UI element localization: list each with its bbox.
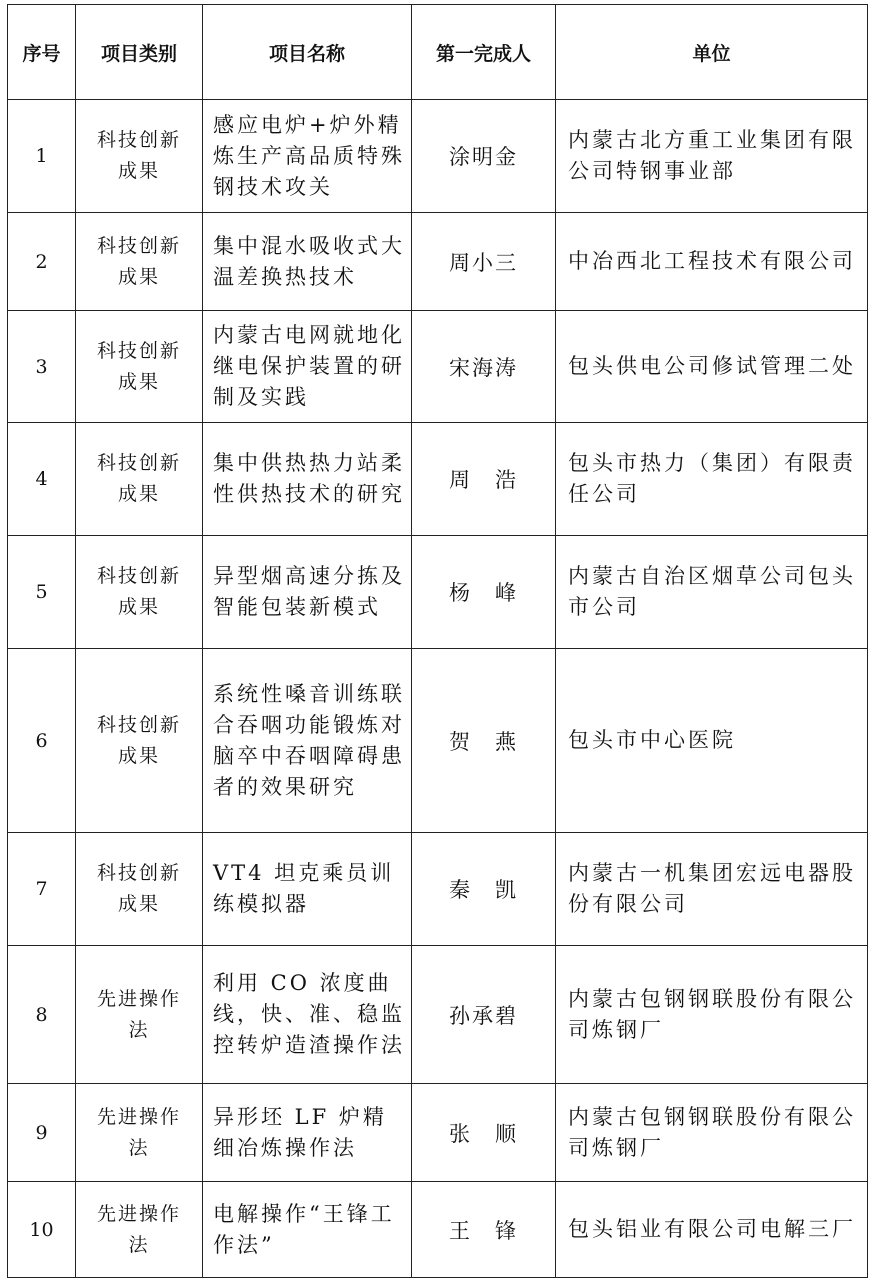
header-row xyxy=(8,5,868,100)
row-project-name: 内蒙古电网就地化继电保护装置的研制及实践 xyxy=(203,311,412,423)
row-person: 孙承碧 xyxy=(412,946,556,1084)
row-no: 7 xyxy=(8,833,76,946)
row-unit: 包头供电公司修试管理二处 xyxy=(556,311,868,423)
row-project-name: 系统性嗓音训练联合吞咽功能锻炼对脑卒中吞咽障碍患者的效果研究 xyxy=(203,649,412,833)
header-first-person: 第一完成人 xyxy=(412,5,556,100)
row-unit: 包头市热力（集团）有限责任公司 xyxy=(556,423,868,536)
row-category xyxy=(76,311,203,423)
row-unit: 内蒙古北方重工业集团有限公司特钢事业部 xyxy=(556,100,868,213)
table-row xyxy=(8,423,868,536)
row-person: 涂明金 xyxy=(412,100,556,213)
row-no: 9 xyxy=(8,1084,76,1182)
row-no: 1 xyxy=(8,100,76,213)
row-project-name: 感应电炉+炉外精炼生产高品质特殊钢技术攻关 xyxy=(203,100,412,213)
row-person: 周小三 xyxy=(412,213,556,311)
table-row xyxy=(8,649,868,833)
category-text: 先进操作法 xyxy=(96,987,181,1041)
row-unit: 内蒙古一机集团宏远电器股份有限公司 xyxy=(556,833,868,946)
row-unit: 中冶西北工程技术有限公司 xyxy=(556,213,868,311)
row-project-name: 集中供热热力站柔性供热技术的研究 xyxy=(203,423,412,536)
row-project-name: 电解操作“王锋工作法” xyxy=(203,1182,412,1278)
row-category xyxy=(76,213,203,311)
table-row xyxy=(8,213,868,311)
row-no: 2 xyxy=(8,213,76,311)
header-project-name: 项目名称 xyxy=(203,5,412,100)
row-project-name: 利用 CO 浓度曲线，快、准、稳监控转炉造渣操作法 xyxy=(203,946,412,1084)
row-project-name: 集中混水吸收式大温差换热技术 xyxy=(203,213,412,311)
category-text: 科技创新成果 xyxy=(96,713,181,767)
row-category xyxy=(76,1084,203,1182)
row-no: 4 xyxy=(8,423,76,536)
category-text: 科技创新成果 xyxy=(96,565,181,618)
row-category xyxy=(76,423,203,536)
category-text: 科技创新成果 xyxy=(96,234,181,288)
table-row xyxy=(8,946,868,1084)
awards-table xyxy=(7,4,868,1278)
row-category xyxy=(76,1182,203,1278)
row-person: 张 顺 xyxy=(412,1084,556,1182)
row-category xyxy=(76,833,203,946)
row-category xyxy=(76,536,203,649)
row-person: 贺 燕 xyxy=(412,649,556,833)
table-row xyxy=(8,100,868,213)
row-project-name: 异形坯 LF 炉精细冶炼操作法 xyxy=(203,1084,412,1182)
header-unit: 单位 xyxy=(556,5,868,100)
row-category xyxy=(76,100,203,213)
row-unit: 包头市中心医院 xyxy=(556,649,868,833)
header-no: 序号 xyxy=(8,5,76,100)
row-unit: 包头铝业有限公司电解三厂 xyxy=(556,1182,868,1278)
table-row xyxy=(8,1084,868,1182)
category-text: 先进操作法 xyxy=(96,1105,181,1159)
row-category xyxy=(76,649,203,833)
row-category xyxy=(76,946,203,1084)
category-text: 科技创新成果 xyxy=(96,452,181,505)
row-person: 王 锋 xyxy=(412,1182,556,1278)
row-no: 10 xyxy=(8,1182,76,1278)
table-row xyxy=(8,536,868,649)
row-unit: 内蒙古包钢钢联股份有限公司炼钢厂 xyxy=(556,946,868,1084)
category-text: 科技创新成果 xyxy=(96,339,181,393)
row-no: 8 xyxy=(8,946,76,1084)
category-text: 科技创新成果 xyxy=(96,862,181,915)
table-row xyxy=(8,833,868,946)
table-row xyxy=(8,1182,868,1278)
category-text: 先进操作法 xyxy=(96,1202,181,1256)
row-person: 周 浩 xyxy=(412,423,556,536)
table-row xyxy=(8,311,868,423)
category-text: 科技创新成果 xyxy=(96,129,181,182)
row-no: 6 xyxy=(8,649,76,833)
row-project-name: 异型烟高速分拣及智能包装新模式 xyxy=(203,536,412,649)
row-person: 宋海涛 xyxy=(412,311,556,423)
row-person: 杨 峰 xyxy=(412,536,556,649)
row-unit: 内蒙古自治区烟草公司包头市公司 xyxy=(556,536,868,649)
row-project-name: VT4 坦克乘员训练模拟器 xyxy=(203,833,412,946)
row-unit: 内蒙古包钢钢联股份有限公司炼钢厂 xyxy=(556,1084,868,1182)
row-no: 5 xyxy=(8,536,76,649)
row-person: 秦 凯 xyxy=(412,833,556,946)
header-category: 项目类别 xyxy=(76,5,203,100)
row-no: 3 xyxy=(8,311,76,423)
